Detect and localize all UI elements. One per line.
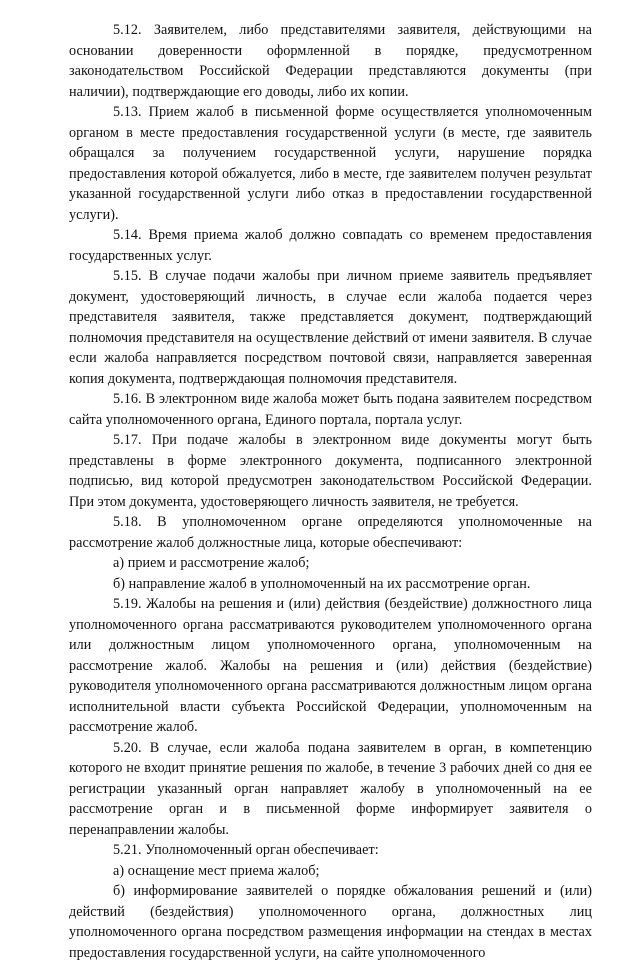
paragraph-5-14: 5.14. Время приема жалоб должно совпадать со временем предоставления государственных услуг. <box>69 227 592 264</box>
paragraph-5-18: 5.18. В уполномоченном органе определяются уполномоченные на рассмотрение жалоб должностные лица, которые обеспечивают: <box>69 514 592 551</box>
paragraph-5-19: 5.19. Жалобы на решения и (или) действия (бездействие) должностного лица уполномоченного органа рассматриваются руководителем уполномоченного органа или должностным лицом уполномоченного органа, уполномоченным на рассмотрение жалоб. Жалобы на решения и (или) действия (бездействие) руководителя уполномоченного органа рассматриваются должностным лицом органа исполнительной власти субъекта Российской Федерации, уполномоченным на рассмотрение жалоб. <box>69 596 592 735</box>
paragraph-5-15: 5.15. В случае подачи жалобы при личном приеме заявитель предъявляет документ, удостоверяющий личность, в случае если жалоба подается через представителя заявителя, также представляется документ, подтверждающий полномочия представителя на осуществление действий от имени заявителя. В случае если жалоба направляется посредством почтовой связи, направляется заверенная копия документа, подтверждающая полномочия представителя. <box>69 268 592 387</box>
list-item-5-21-a: а) оснащение мест приема жалоб; <box>113 862 320 879</box>
paragraph-5-20: 5.20. В случае, если жалоба подана заявителем в орган, в компетенцию которого не входит принятие решения по жалобе, в течение 3 рабочих дней со дня ее регистрации указанный орган направляет жалобу в уполномоченный на ее рассмотрение орган и в письменной форме информирует заявителя о перенаправлении жалобы. <box>69 739 592 838</box>
list-item-5-18-b: б) направление жалоб в уполномоченный на их рассмотрение орган. <box>113 575 531 592</box>
paragraph-5-13: 5.13. Прием жалоб в письменной форме осуществляется уполномоченным органом в месте предоставления государственной услуги (в месте, где заявитель обращался за получением государственной услуги, нарушение порядка предоставления которой обжалуется, либо в месте, где заявителем получен результат указанной государственной услуги либо отказ в предоставлении государственной услуги). <box>69 104 592 223</box>
paragraph-5-12: 5.12. Заявителем, либо представителями заявителя, действующими на основании доверенности оформленной в порядке, предусмотренном законодательством Российской Федерации представляются документы (при наличии), подтверждающие его доводы, либо их копии. <box>69 22 592 100</box>
paragraph-5-17: 5.17. При подаче жалобы в электронном виде документы могут быть представлены в форме электронного документа, подписанного электронной подписью, вид которой предусмотрен законодательством Российской Федерации. При этом документа, удостоверяющего личность заявителя, не требуется. <box>69 432 592 510</box>
paragraph-5-21: 5.21. Уполномоченный орган обеспечивает: <box>113 842 379 858</box>
list-item-5-18-a: а) прием и рассмотрение жалоб; <box>113 555 310 571</box>
list-item-5-21-b: б) информирование заявителей о порядке обжалования решений и (или) действий (бездействия) уполномоченного органа, должностных лиц уполномоченного органа посредством размещения информации на стендах в местах предоставления государственной услуги, на сайте уполномоченного <box>69 883 592 961</box>
paragraph-5-16: 5.16. В электронном виде жалоба может быть подана заявителем посредством сайта уполномоченного органа, Единого портала, портала услуг. <box>69 391 592 428</box>
